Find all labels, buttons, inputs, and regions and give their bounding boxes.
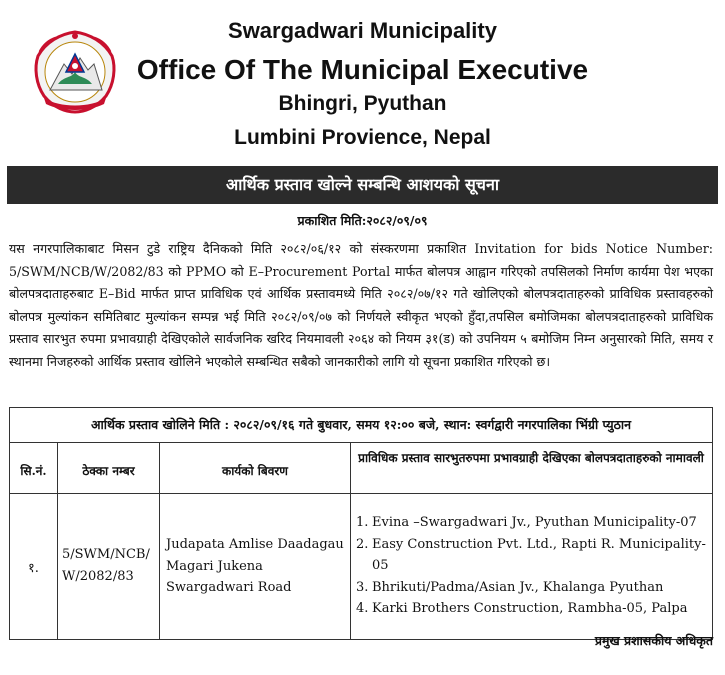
row-sn: १.	[28, 561, 39, 576]
row-work-description: Judapata Amlise Daadagau Magari Jukena Swargadwari Road	[166, 537, 344, 595]
list-item: 3. Bhrikuti/Padma/Asian Jv., Khalanga Pyuthan	[356, 579, 664, 595]
notice-body: यस नगरपालिकाबाट मिसन टुडे राष्ट्रिय दैनिकको मिति २०८२/०६/१२ को संस्करणमा प्रकाशित Invitation for bids Notice Number: 5/SWM/NCB/W/2082/83 को PPMO को E–Procurement Portal मार्फत बोलपत्र आह्वान गरिएको तपसिलको निर्माण कार्यमा पेश भएका बोलपत्रदाताहरुबाट E–Bid मार्फत प्राप्त प्राविधिक एवं आर्थिक प्रस्तावमध्ये मिति २०८२/०७/१२ गते खोलिएको बोलपत्रदाताहरुको प्राविधिक प्रस्तावहरुको बोलपत्र मुल्यांकन समितिबाट मुल्यांकन सम्पन्न भई मिति २०८२/०९/०७ को निर्णयले स्वीकृत भएको हुँदा,तपसिल बमोजिमका बोलपत्रदाताहरुको प्राविधिक प्रस्ताव सारभुत रुपमा प्रभावग्राही देखिएकोले सार्वजनिक खरिद नियमावली २०६४ को नियम ३१(ड) को उपनियम ५ बमोजिम निम्न अनुसारको मिति, समय र स्थानमा निजहरुको आर्थिक प्रस्ताव खोलिने भएकोले सम्बन्धित सबैको जानकारीको लागि यो सूचना प्रकाशित गरिएको छ।	[9, 241, 713, 369]
province-address: Lumbini Provience, Nepal	[234, 126, 491, 149]
list-item: 4. Karki Brothers Construction, Rambha-05, Palpa	[356, 601, 688, 616]
header-contract-number: ठेक्का नम्बर	[82, 464, 135, 478]
bid-opening-table	[9, 407, 713, 640]
header-work-description: कार्यको बिवरण	[221, 464, 288, 478]
bidder-list	[356, 512, 706, 620]
municipality-name: Swargadwari Municipality	[228, 18, 497, 43]
signatory-title: प्रमुख प्रशासकीय अधिकृत	[594, 633, 713, 648]
office-name: Office Of The Municipal Executive	[136, 54, 589, 85]
bidder-name: Easy Construction Pvt. Ltd., Rapti R. Municipality-05	[372, 536, 706, 573]
header-divider	[10, 493, 712, 494]
row-contract-number: 5/SWM/NCB/ W/2082/83	[62, 547, 150, 584]
published-date: प्रकाशित मिति:२०८२/०९/०९	[297, 213, 428, 228]
list-item: 2. Easy Construction Pvt. Ltd., Rapti R. Municipality-05	[356, 536, 706, 573]
bidder-name: Evina –Swargadwari Jv., Pyuthan Municipality-07	[372, 515, 697, 530]
letterhead	[0, 0, 725, 165]
bidder-name: Bhrikuti/Padma/Asian Jv., Khalanga Pyuthan	[372, 579, 664, 595]
list-item: 1. Evina –Swargadwari Jv., Pyuthan Municipality-07	[356, 515, 697, 530]
header-sn: सि.नं.	[20, 464, 47, 478]
office-address: Bhingri, Pyuthan	[278, 92, 447, 115]
notice-title: आर्थिक प्रस्ताव खोल्ने सम्बन्धि आशयको सूचना	[7, 166, 718, 204]
header-bidders: प्राविधिक प्रस्ताव सारभुतरुपमा प्रभावग्राही देखिएका बोलपत्रदाताहरुको नामावली	[358, 451, 704, 465]
column-divider	[350, 442, 351, 639]
opening-schedule: आर्थिक प्रस्ताव खोलिने मिति : २०८२/०९/१६ गते बुधवार, समय १२:०० बजे, स्थान: स्वर्गद्वारी नगरपालिका भिंग्री प्युठान	[10, 408, 712, 443]
bidder-name: Karki Brothers Construction, Rambha-05, Palpa	[372, 601, 688, 616]
